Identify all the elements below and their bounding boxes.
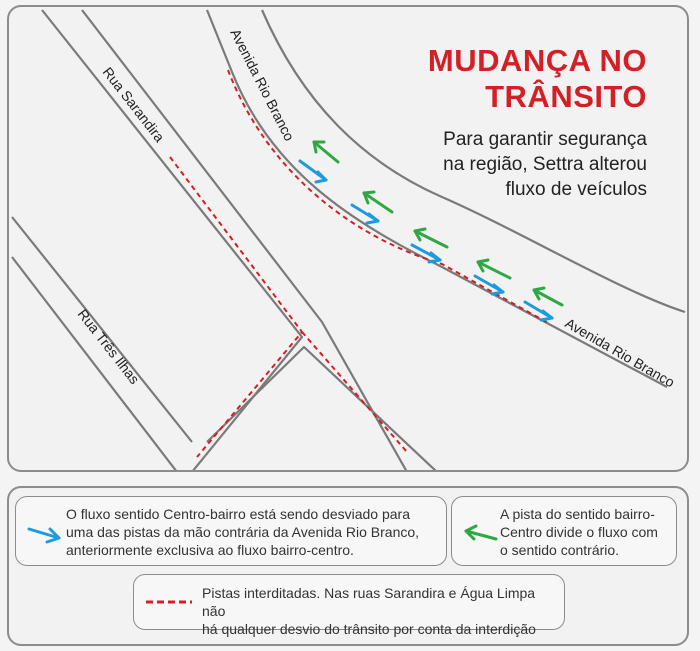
green-arrow-icon [478,260,510,278]
closure-dashes-icon [144,597,194,607]
legend-blue-arrow [15,496,447,566]
legend-closure-line-2: há qualquer desvio do trânsito por conta da interdição [202,621,536,637]
title-line-2: TRÂNSITO [485,79,647,114]
green-arrow-icon [534,288,562,305]
label-rua-tres-ilhas: Rua Três Ilhas [74,305,143,387]
subtitle [443,127,647,202]
title-line-1: MUDANÇA NO [427,43,647,78]
rua-tres-ilhas-edge [12,257,177,472]
label-avenida-rio-branco-right: Avenida Rio Branco [562,314,678,391]
map-panel [7,5,689,472]
rua-sarandira-edge [82,10,407,472]
green-arrow-icon [460,523,500,545]
legend-green-arrow [451,496,677,566]
legend-blue-line-3: anteriormente exclusiva ao fluxo bairro-centro. [66,542,354,558]
legend-panel [7,486,689,646]
blue-arrow-icon [352,205,378,223]
legend-green-line-2: Centro divide o fluxo com [500,524,658,540]
green-arrow-icon [314,142,338,162]
subtitle-line-1: Para garantir segurança [443,129,647,150]
legend-blue-line-2: uma das pistas da mão contrária da Avenida Rio Branco, [66,524,420,540]
subtitle-line-2: na região, Settra alterou [443,154,647,175]
closure-line-wedge [302,332,407,452]
wedge-edge [207,347,437,472]
subtitle-line-3: fluxo de veículos [505,179,647,200]
green-arrow-icon [415,229,447,247]
blue-arrow-icon [300,161,326,182]
legend-closure [133,574,565,637]
page-title [428,43,647,115]
label-avenida-rio-branco-top: Avenida Rio Branco [227,26,298,144]
label-rua-sarandira: Rua Sarandira [99,63,168,145]
legend-green-line-1: A pista do sentido bairro- [500,506,655,522]
closure-line-sarandira [170,157,302,457]
green-arrow-icon [364,192,392,212]
legend-closure-line-1: Pistas interditadas. Nas ruas Sarandira e Água Limpa não [202,585,536,619]
blue-arrow-icon [26,523,66,545]
legend-green-line-3: o sentido contrário. [500,542,620,558]
legend-blue-line-1: O fluxo sentido Centro-bairro está sendo desviado para [66,506,410,522]
